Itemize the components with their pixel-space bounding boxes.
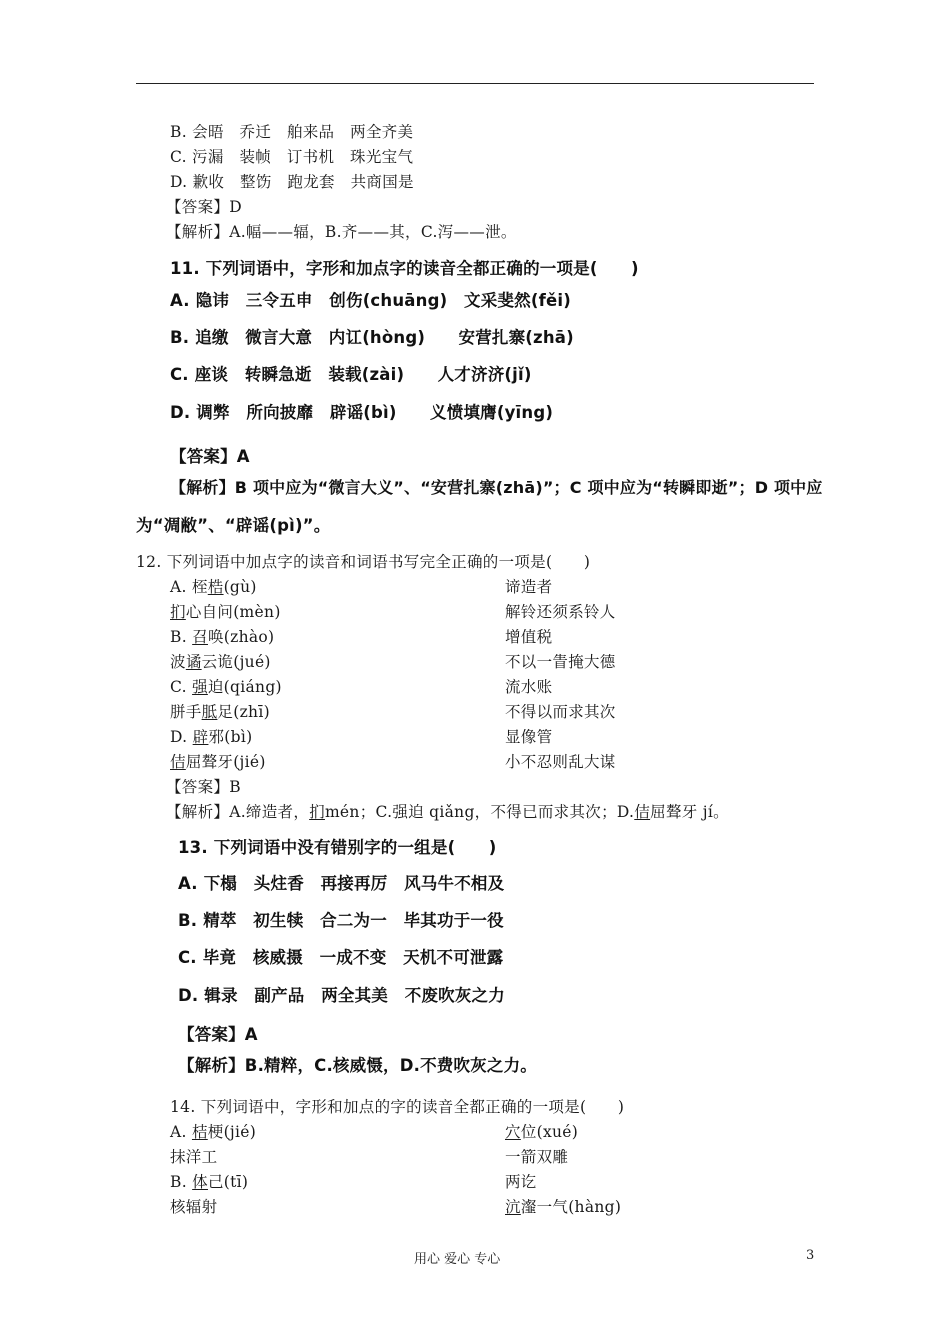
q12-b-left-2: 波谲云诡(jué)	[170, 653, 271, 671]
q12-c-left-1: C. 强迫(qiáng)	[170, 678, 282, 696]
q14-a-left-1: A. 桔梗(jié)	[170, 1123, 257, 1141]
q13-analysis: 【解析】B.精粹，C.核威慑，D.不费吹灰之力。	[178, 1056, 537, 1075]
q14-b-right-1: 两讫	[505, 1173, 537, 1191]
q12-b-right-2: 不以一眚掩大德	[505, 653, 616, 671]
q12-answer: 【答案】B	[166, 778, 241, 796]
q14-a-left-2: 抹洋工	[170, 1148, 218, 1166]
q14-b-left-1: B. 体己(tī)	[170, 1173, 249, 1191]
q14-b-left-2: 核辐射	[170, 1198, 218, 1216]
q10-analysis: 【解析】A.幅——辐，B.齐——其，C.泻——泄。	[166, 223, 517, 241]
q11-analysis-line2: 为“凋敝”、“辟谣(pì)”。	[136, 516, 331, 535]
q13-option-b: B. 精萃 初生犊 合二为一 毕其功于一役	[178, 911, 504, 930]
q12-c-left-2: 胼手胝足(zhī)	[170, 703, 270, 721]
q14-b-right-2: 沆瀣一气(hàng)	[505, 1198, 622, 1216]
q12-stem: 12. 下列词语中加点字的读音和词语书写完全正确的一项是( )	[136, 553, 591, 571]
q11-option-b: B. 追缴 微言大意 内讧(hòng) 安营扎寨(zhā)	[170, 328, 574, 347]
q13-option-c: C. 毕竟 核威摄 一成不变 天机不可泄露	[178, 948, 504, 967]
q10-answer: 【答案】D	[166, 198, 242, 216]
q13-option-d: D. 辑录 副产品 两全其美 不废吹灰之力	[178, 986, 505, 1005]
q13-answer: 【答案】A	[178, 1025, 258, 1044]
q12-a-right-2: 解铃还须系铃人	[505, 603, 616, 621]
q11-option-d: D. 调弊 所向披靡 辟谣(bì) 义愤填膺(yīng)	[170, 403, 554, 422]
header-rule	[136, 83, 814, 84]
q12-d-right-2: 小不忍则乱大谋	[505, 753, 616, 771]
q10-option-d: D. 歉收 整饬 跑龙套 共商国是	[170, 173, 414, 191]
page-number: 3	[806, 1248, 815, 1263]
q10-option-b: B. 会晤 乔迁 舶来品 两全齐美	[170, 123, 414, 141]
q12-a-right-1: 谛造者	[505, 578, 553, 596]
q12-d-right-1: 显像管	[505, 728, 553, 746]
q12-analysis: 【解析】A.缔造者，扪mén；C.强迫 qiǎng，不得已而求其次；D.佶屈聱牙 jí。	[166, 803, 729, 821]
q11-answer: 【答案】A	[170, 447, 250, 466]
q11-stem: 11. 下列词语中，字形和加点字的读音全都正确的一项是( )	[170, 259, 639, 278]
q14-a-right-1: 穴位(xué)	[505, 1123, 579, 1141]
q12-a-left-2: 扪心自问(mèn)	[170, 603, 281, 621]
q12-b-left-1: B. 召唤(zhào)	[170, 628, 275, 646]
q12-b-right-1: 增值税	[505, 628, 553, 646]
q11-option-a: A. 隐讳 三令五申 创伤(chuāng) 文采斐然(fěi)	[170, 291, 571, 310]
q11-analysis-line1: 【解析】B 项中应为“微言大义”、“安营扎寨(zhā)”；C 项中应为“转瞬即逝”；D 项中应	[170, 478, 823, 497]
footer-text: 用心 爱心 专心	[414, 1252, 501, 1267]
q12-c-right-2: 不得以而求其次	[505, 703, 616, 721]
q12-d-left-1: D. 辟邪(bì)	[170, 728, 253, 746]
q13-stem: 13. 下列词语中没有错别字的一组是( )	[178, 838, 497, 857]
q10-option-c: C. 污漏 装帧 订书机 珠光宝气	[170, 148, 414, 166]
q12-c-right-1: 流水账	[505, 678, 553, 696]
q13-option-a: A. 下榻 头炷香 再接再厉 风马牛不相及	[178, 874, 505, 893]
q11-option-c: C. 座谈 转瞬急逝 装载(zài) 人才济济(jǐ)	[170, 365, 532, 384]
q14-a-right-2: 一箭双雕	[505, 1148, 569, 1166]
q12-d-left-2: 佶屈聱牙(jié)	[170, 753, 266, 771]
q12-a-left-1: A. 桎梏(gù)	[170, 578, 257, 596]
q14-stem: 14. 下列词语中，字形和加点的字的读音全都正确的一项是( )	[170, 1098, 625, 1116]
